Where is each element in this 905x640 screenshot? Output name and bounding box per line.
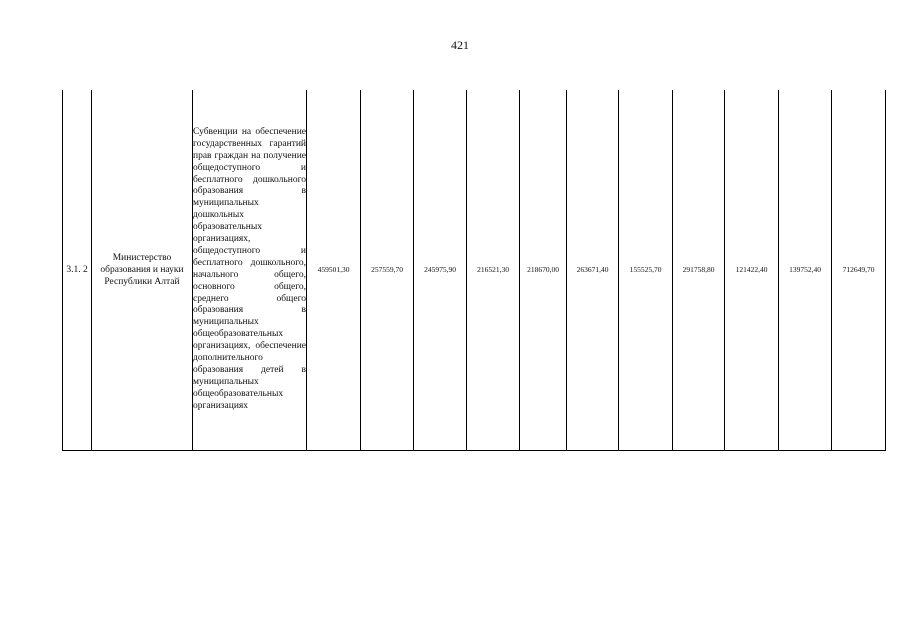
value-cell: 218670,00 <box>520 90 567 450</box>
value-cell: 257559,70 <box>361 90 414 450</box>
page-number: 421 <box>451 38 469 52</box>
description-cell: Субвенции на обеспечение государственных гарантий прав граждан на получение общедоступного и бесплатного дошкольного образования в муниципальных дошкольных образовательных организациях, общедоступного и бесплатного дошкольного, начального общего, основного общего, среднего общего образования в муниципальных общеобразовательных организациях, обеспечение дополнительного образования детей в муниципальных общеобразовательных организациях <box>193 90 307 450</box>
budget-table <box>62 90 886 451</box>
value-cell: 216521,30 <box>467 90 520 450</box>
value-cell: 291758,80 <box>673 90 725 450</box>
row-index-cell: 3.1. 2 <box>63 90 92 450</box>
value-cell: 459501,30 <box>307 90 361 450</box>
value-cell: 139752,40 <box>779 90 832 450</box>
value-cell: 712649,70 <box>832 90 886 450</box>
organization-cell: Министерство образования и науки Республики Алтай <box>92 90 193 450</box>
value-cell: 121422,40 <box>725 90 779 450</box>
value-cell: 263671,40 <box>567 90 619 450</box>
table-row <box>63 90 886 450</box>
value-cell: 155525,70 <box>619 90 673 450</box>
value-cell: 245975,90 <box>414 90 467 450</box>
